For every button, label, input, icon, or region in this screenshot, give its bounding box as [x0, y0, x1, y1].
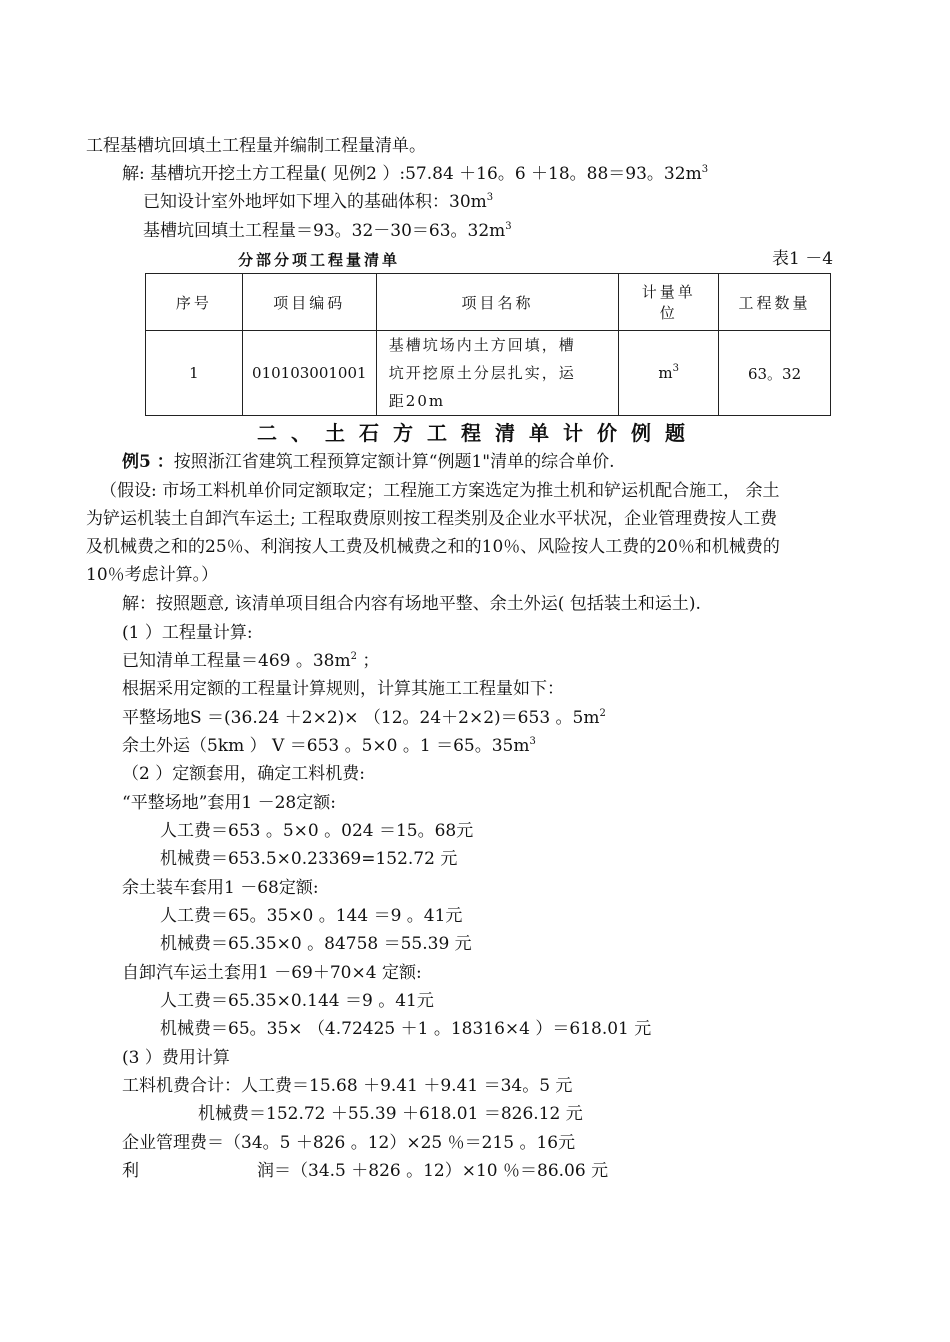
table-caption: 分部分项工程量清单: [238, 251, 401, 269]
cell-name: [376, 331, 619, 416]
example-text: 按照浙江省建筑工程预算定额计算“例题1"清单的综合单价.: [173, 452, 615, 472]
unit-superscript: 3: [505, 221, 512, 232]
unit-superscript: 3: [672, 363, 680, 374]
solution-line-5-text: 平整场地S ＝(36.24 ＋2×2)× （12。24＋2×2)＝653 。5m: [122, 708, 600, 728]
quantity-bill-table: [145, 273, 831, 416]
solution-line-21: 润＝（34.5 ＋826 。12）×10 ％＝86.06 元: [257, 1161, 609, 1181]
cell-qty: 63。32: [719, 331, 831, 416]
intro-line-1: 工程基槽坑回填土工程量并编制工程量清单。: [86, 136, 426, 156]
solution-line-11: 余土装车套用1 －68定额:: [122, 878, 319, 898]
solution-line-3: [122, 649, 379, 673]
solution-line-15: 人工费＝65.35×0.144 ＝9 。41元: [160, 991, 434, 1011]
example-label: 例5 ：: [122, 452, 174, 472]
cell-unit: [619, 331, 719, 416]
unit-superscript: 3: [486, 192, 494, 203]
solution-line-21-label: 利: [122, 1161, 139, 1181]
intro-line-4: [143, 219, 512, 243]
section-title: 二、土石方工程清单计价例题: [257, 421, 699, 445]
solution-line-19: 机械费＝152.72 ＋55.39 ＋618.01 ＝826.12 元: [198, 1104, 583, 1124]
cell-unit-text: m: [658, 364, 673, 382]
cell-seq: 1: [146, 331, 243, 416]
solution-line-9: 人工费＝653 。5×0 。024 ＝15。68元: [160, 821, 474, 841]
example-line: [122, 450, 614, 474]
unit-superscript: 3: [529, 736, 536, 747]
intro-line-2-text: 解: 基槽坑开挖土方工程量( 见例2 ）:57.84 ＋16。6 ＋18。88＝93。32m: [122, 164, 702, 184]
cell-name-line1: 基槽坑场内土方回填，槽: [388, 336, 576, 354]
solution-line-16: 机械费＝65。35× （4.72425 ＋1 。18316×4 ）＝618.01 元: [160, 1019, 652, 1039]
intro-line-3: [143, 190, 493, 214]
header-unit: [619, 274, 719, 331]
header-unit-line2: 位: [659, 304, 678, 322]
solution-line-6-text: 余土外运（5km ） V ＝653 。5×0 。1 ＝65。35m: [122, 736, 530, 756]
unit-superscript: 2: [599, 708, 606, 719]
unit-superscript: 2: [350, 651, 357, 662]
solution-line-13: 机械费＝65.35×0 。84758 ＝55.39 元: [160, 934, 472, 954]
solution-line-17: (3 ）费用计算: [122, 1048, 230, 1068]
table-number: 表1 －4: [772, 249, 834, 269]
table-header-row: [146, 274, 831, 331]
solution-line-14: 自卸汽车运土套用1 －69＋70×4 定额:: [122, 963, 422, 983]
solution-line-4: 根据采用定额的工程量计算规则，计算其施工工程量如下：: [122, 679, 564, 699]
solution-line-3-tail: ；: [356, 651, 380, 671]
solution-line-8: “平整场地”套用1 －28定额:: [122, 793, 336, 813]
unit-superscript: 3: [701, 164, 709, 175]
solution-line-18: 工料机费合计：人工费＝15.68 ＋9.41 ＋9.41 ＝34。5 元: [122, 1076, 573, 1096]
header-code: 项目编码: [242, 274, 376, 331]
solution-line-7: （2 ）定额套用，确定工料机费:: [122, 764, 365, 784]
intro-line-4-text: 基槽坑回填土工程量＝93。32－30＝63。32m: [143, 221, 506, 241]
assumption-line-1: （假设: 市场工料机单价同定额取定；工程施工方案选定为推土机和铲运机配合施工， 余土: [100, 481, 780, 501]
cell-name-line3: 距20m: [388, 392, 446, 410]
solution-line-2: (1 ）工程量计算:: [122, 623, 253, 643]
header-unit-line1: 计量单: [641, 283, 696, 301]
solution-line-1: 解：按照题意, 该清单项目组合内容有场地平整、余土外运( 包括装土和运土).: [122, 594, 701, 614]
assumption-line-4: 10％考虑计算。）: [86, 565, 219, 585]
assumption-line-3: 及机械费之和的25％、利润按人工费及机械费之和的10％、风险按人工费的20％和机械费的: [86, 537, 780, 557]
solution-line-3-text: 已知清单工程量＝469 。38m: [122, 651, 351, 671]
intro-line-3-text: 已知设计室外地坪如下埋入的基础体积：30m: [143, 192, 487, 212]
cell-code: 010103001001: [242, 331, 376, 416]
header-name: 项目名称: [376, 274, 619, 331]
solution-line-20: 企业管理费＝（34。5 ＋826 。12）×25 ％＝215 。16元: [122, 1133, 576, 1153]
solution-line-10: 机械费＝653.5×0.23369=152.72 元: [160, 849, 458, 869]
header-qty: 工程数量: [719, 274, 831, 331]
assumption-line-2: 为铲运机装土自卸汽车运土; 工程取费原则按工程类别及企业水平状况，企业管理费按人工费: [86, 509, 778, 529]
solution-line-12: 人工费＝65。35×0 。144 ＝9 。41元: [160, 906, 463, 926]
cell-name-line2: 坑开挖原土分层扎实，运: [388, 364, 576, 382]
table-row: [146, 331, 831, 416]
solution-line-6: [122, 734, 536, 758]
header-seq: 序号: [146, 274, 243, 331]
intro-line-2: [122, 162, 708, 186]
solution-line-5: [122, 706, 606, 730]
